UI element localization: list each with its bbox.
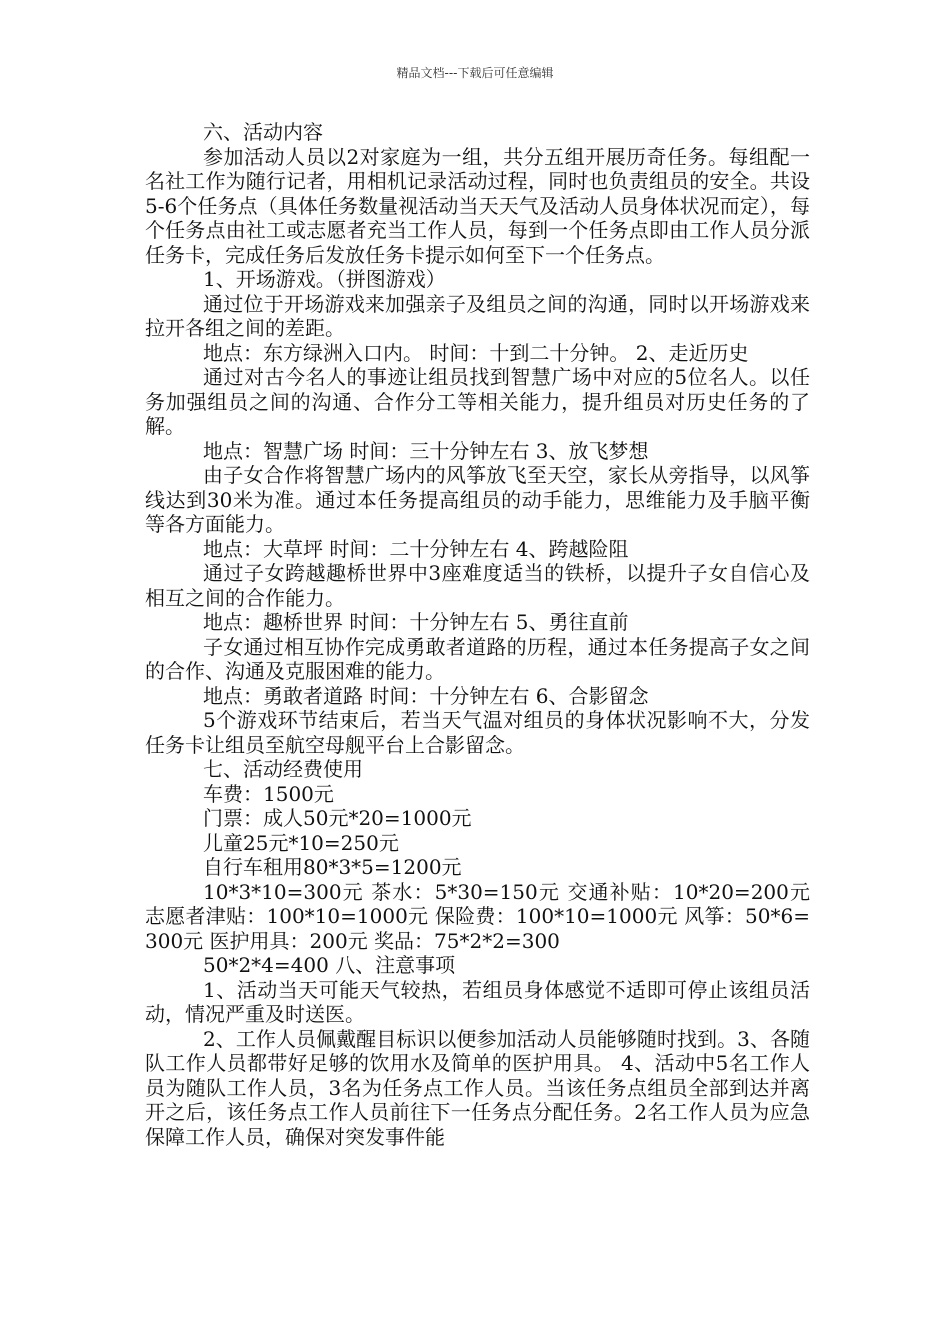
budget-child-tickets: 儿童25元*10=250元 xyxy=(203,830,399,855)
note-items-2-4: 2、工作人员佩戴醒目标识以便参加活动人员能够随时找到。3、各随队工作人员都带好足够的饮用水及简单的医护用具。 4、活动中5名工作人员为随队工作人员，3名为任务点工作人员。当该任务点组员全部到达并离开之后，该任务点工作人员前往下一任务点分配任务。2名工作人员为应急保障工作人员，确保对突发事件能 xyxy=(145,1026,810,1149)
location-time-line-1: 地点：东方绿洲入口内。 时间：十到二十分钟。 2、走近历史 xyxy=(203,340,749,365)
paragraph-opening-game: 通过位于开场游戏来加强亲子及组员之间的沟通，同时以开场游戏来拉开各组之间的差距。 xyxy=(145,291,810,340)
paragraph-bridges: 通过子女跨越趣桥世界中3座难度适当的铁桥，以提升子女自信心及相互之间的合作能力。 xyxy=(145,561,810,610)
location-time-line-4: 地点：趣桥世界 时间：十分钟左右 5、勇往直前 xyxy=(203,610,629,634)
document-body xyxy=(145,120,810,1149)
location-time-line-3: 地点：大草坪 时间：二十分钟左右 4、跨越险阻 xyxy=(203,536,629,561)
paragraph-history: 通过对古今名人的事迹让组员找到智慧广场中对应的5位名人。以任务加强组员之间的沟通、合作分工等相关能力，提升组员对历史任务的了解。 xyxy=(145,365,810,438)
location-time-line-2: 地点：智慧广场 时间：三十分钟左右 3、放飞梦想 xyxy=(203,438,649,463)
section-heading-budget: 七、活动经费使用 xyxy=(203,757,363,781)
paragraph-group-photo: 5个游戏环节结束后，若当天气温对组员的身体状况影响不大，分发任务卡让组员至航空母舰平台上合影留念。 xyxy=(145,708,810,757)
paragraph-brave-path: 子女通过相互协作完成勇敢者道路的历程，通过本任务提高子女之间的合作、沟通及克服困难的能力。 xyxy=(145,634,810,683)
paragraph-activity-overview: 参加活动人员以2对家庭为一组，共分五组开展历奇任务。每组配一名社工作为随行记者，用相机记录活动过程，同时也负责组员的安全。共设5-6个任务点（具体任务数量视活动当天天气及活动人员身体状况而定），每个任务点由社工或志愿者充当工作人员，每到一个任务点即由工作人员分派任务卡，完成任务后发放任务卡提示如何至下一个任务点。 xyxy=(145,144,810,267)
paragraph-kite: 由子女合作将智慧广场内的风筝放飞至天空，家长从旁指导，以风筝线达到30米为准。通过本任务提高组员的动手能力，思维能力及手脑平衡等各方面能力。 xyxy=(145,463,810,536)
budget-bike-rental: 自行车租用80*3*5=1200元 xyxy=(203,855,462,879)
task-heading-opening-game: 1、开场游戏。（拼图游戏） xyxy=(203,267,446,291)
page-header: 精品文档---下载后可任意编辑 xyxy=(396,66,554,80)
budget-last-item-and-notes-heading: 50*2*4=400 八、注意事项 xyxy=(203,953,456,977)
note-item-1: 1、活动当天可能天气较热，若组员身体感觉不适即可停止该组员活动，情况严重及时送医。 xyxy=(145,977,810,1026)
budget-bus-fare: 车费：1500元 xyxy=(203,781,334,806)
budget-misc-items: 10*3*10=300元 茶水：5*30=150元 交通补贴：10*20=200元 志愿者津贴：100*10=1000元 保险费：100*10=1000元 风筝：50*6=300元 医护用具：200元 奖品：75*2*2=300 xyxy=(145,879,810,953)
budget-adult-tickets: 门票：成人50元*20=1000元 xyxy=(203,806,472,830)
location-time-line-5: 地点：勇敢者道路 时间：十分钟左右 6、合影留念 xyxy=(203,683,649,708)
section-heading-activity-content: 六、活动内容 xyxy=(203,120,323,144)
